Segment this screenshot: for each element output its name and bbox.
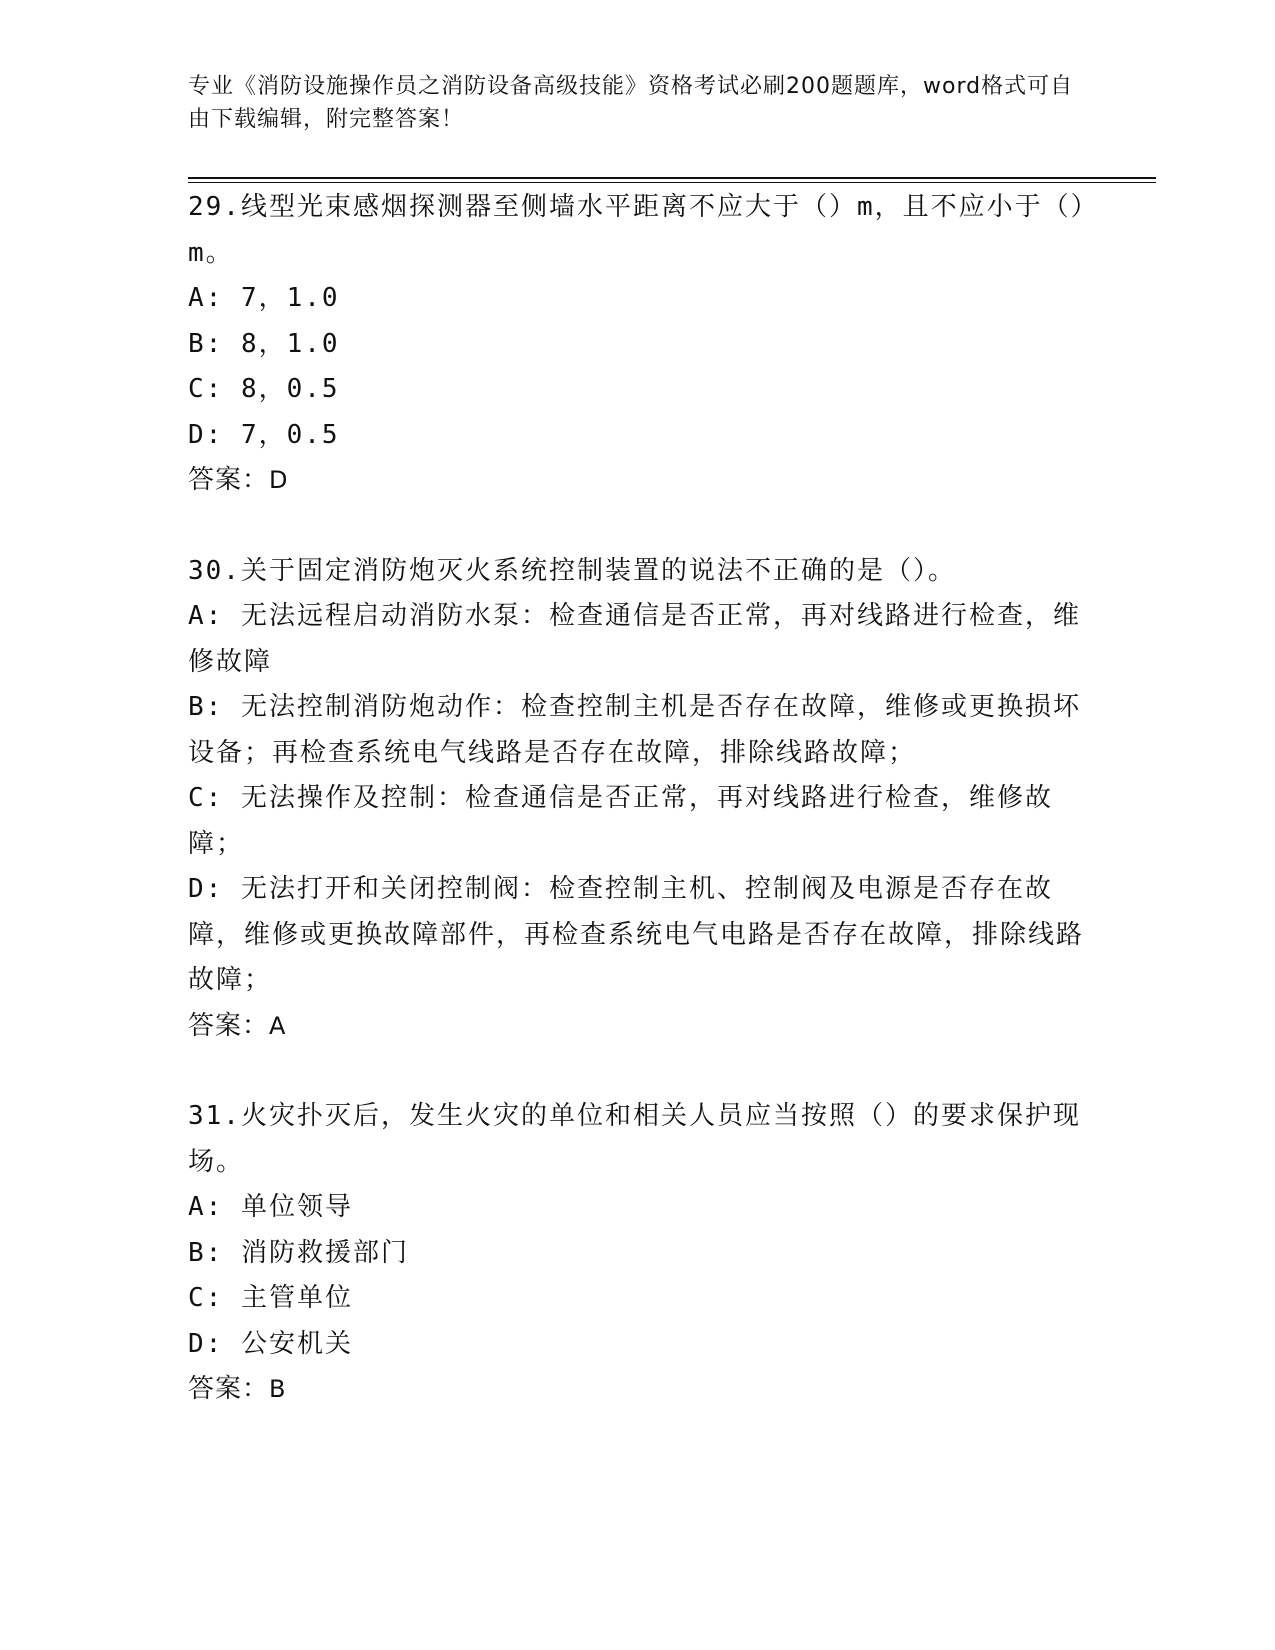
question-stem: 30.关于固定消防炮灭火系统控制装置的说法不正确的是（）。 (188, 555, 956, 586)
answer-label: 答案： (188, 1010, 270, 1041)
question-spacer (188, 1049, 1088, 1094)
answer-line (188, 1004, 1088, 1050)
question-stem: 31.火灾扑灭后，发生火灾的单位和相关人员应当按照（）的要求保护现场。 (188, 1101, 1081, 1177)
option-d: D: 无法打开和关闭控制阀：检查控制主机、控制阀及电源是否存在故障，维修或更换故障部件，再检查系统电气电路是否存在故障，排除线路故障； (188, 874, 1085, 995)
option-b: B: 消防救援部门 (188, 1237, 409, 1268)
answer-label: 答案： (188, 1374, 270, 1404)
answer-value: B (269, 1375, 287, 1403)
answer-line (188, 458, 1088, 504)
option-c: C: 8，0.5 (188, 374, 340, 404)
option-b: B: 无法控制消防炮动作：检查控制主机是否存在故障，维修或更换损坏设备；再检查系统电气线路是否存在故障，排除线路故障； (188, 692, 1081, 768)
option-a: A: 无法远程启动消防水泵：检查通信是否正常，再对线路进行检查，维修故障 (188, 601, 1081, 677)
answer-value: A (269, 1011, 287, 1040)
option-d: D: 公安机关 (188, 1328, 353, 1359)
option-b: B: 8，1.0 (188, 328, 340, 359)
option-a: A: 单位领导 (188, 1192, 353, 1222)
answer-value: D (269, 466, 289, 494)
option-c: C: 无法操作及控制：检查通信是否正常，再对线路进行检查，维修故障； (188, 783, 1053, 859)
question-29 (188, 185, 1088, 504)
question-30 (188, 549, 1088, 1050)
answer-line (188, 1367, 1088, 1413)
question-list (188, 185, 1088, 1413)
option-d: D: 7，0.5 (188, 419, 340, 450)
document-header: 专业《消防设施操作员之消防设备高级技能》资格考试必刷200题题库，word格式可自由下载编辑，附完整答案！ (188, 74, 1074, 132)
option-a: A: 7，1.0 (188, 283, 340, 313)
question-spacer (188, 504, 1088, 549)
option-c: C: 主管单位 (188, 1283, 353, 1313)
question-stem: 29.线型光束感烟探测器至侧墙水平距离不应大于（）m，且不应小于（）m。 (188, 192, 1086, 268)
answer-label: 答案： (188, 465, 270, 495)
header-divider (188, 177, 1156, 183)
question-31 (188, 1094, 1088, 1413)
